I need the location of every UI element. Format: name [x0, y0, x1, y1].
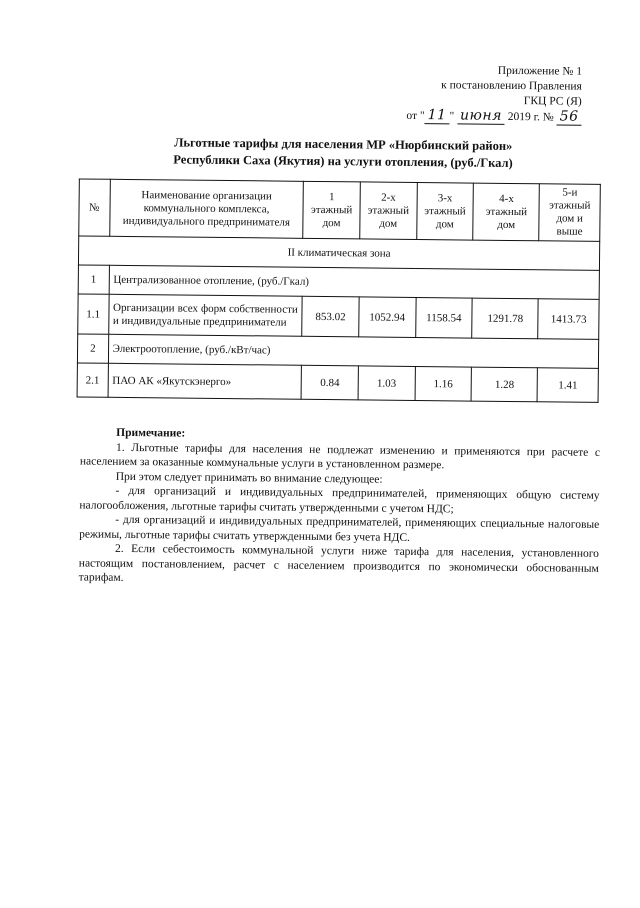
row-name: Организации всех форм собственности и индивидуальные предприниматели	[108, 294, 302, 336]
row-num: 1.1	[78, 294, 109, 334]
document-number-handwritten: 56	[557, 108, 582, 125]
header-2-floor: 2-х этажный дом	[360, 182, 417, 240]
value-4-floor: 1291.78	[472, 298, 539, 339]
value-3-floor: 1158.54	[415, 297, 472, 338]
header-3-floor: 3-х этажный дом	[416, 183, 473, 241]
note-paragraph-1: 1. Льготные тарифы для населения не подлежат изменению и применяются при расчете с населением за оказанные коммунальные услуги в установленном размере.	[79, 441, 601, 472]
row-name: Централизованное отопление, (руб./Гкал)	[109, 265, 600, 299]
value-1-floor: 853.02	[302, 296, 359, 337]
value-1-floor: 0.84	[301, 365, 358, 400]
title-line-2: Республики Саха (Якутия) на услуги отопления, (руб./Гкал)	[173, 152, 513, 171]
appendix-organization: ГКЦ РС (Я)	[523, 95, 582, 108]
date-separator: "	[449, 110, 455, 123]
row-num: 2	[77, 334, 108, 363]
value-2-floor: 1052.94	[359, 297, 416, 338]
value-5-floor: 1413.73	[538, 299, 599, 340]
row-num: 2.1	[77, 363, 108, 397]
title-line-1: Льготные тарифы для населения МР «Нюрбинский район»	[174, 135, 513, 153]
zone-label: II климатическая зона	[78, 236, 599, 270]
table-row	[78, 294, 599, 339]
header-num: №	[79, 179, 110, 236]
document-title	[153, 134, 533, 172]
header-4-floor: 4-х этажный дом	[473, 183, 540, 241]
notes-heading: Примечание:	[116, 426, 186, 440]
table-row	[77, 363, 598, 402]
header-name: Наименование организации коммунального комплекса, индивидуального предпринимателя	[109, 179, 303, 238]
appendix-block	[321, 62, 582, 126]
notes-section	[79, 425, 601, 590]
row-num: 1	[78, 265, 109, 294]
appendix-date-row	[321, 107, 581, 126]
header-5-floor: 5-и этажный дом и выше	[539, 184, 600, 242]
note-paragraph-3: - для организаций и индивидуальных предпринимателей, применяющих общую систему налогообложения, льготные тарифы считать утвержденными с учетом НДС;	[79, 484, 600, 515]
note-paragraph-4: - для организаций и индивидуальных предпринимателей, применяющих специальные налоговые режимы, льготные тарифы считать утвержденными без учета НДС.	[79, 513, 600, 544]
date-year: 2019 г. №	[507, 110, 554, 124]
note-paragraph-5: 2. Если себестоимость коммунальной услуги ниже тарифа для населения, установленного настоящим постановлением, расчет с населением производится по экономически обоснованным тарифам.	[78, 542, 600, 584]
row-name: ПАО АК «Якутскэнерго»	[108, 363, 302, 399]
tariffs-table	[77, 178, 601, 402]
value-4-floor: 1.28	[471, 367, 538, 402]
value-5-floor: 1.41	[537, 368, 598, 403]
note-paragraph-2: При этом следует принимать во внимание следующее:	[115, 470, 383, 486]
row-name: Электроотопление, (руб./кВт/час)	[108, 334, 599, 368]
date-month-handwritten: июня	[457, 107, 505, 125]
date-prefix: от "	[406, 109, 425, 123]
appendix-reference: к постановлению Правления	[441, 79, 582, 93]
value-2-floor: 1.03	[358, 366, 415, 401]
appendix-number: Приложение № 1	[497, 64, 583, 78]
table-header-row	[79, 179, 601, 241]
header-1-floor: 1 этажный дом	[303, 181, 360, 239]
date-day-handwritten: 11	[425, 107, 450, 124]
value-3-floor: 1.16	[415, 366, 472, 401]
